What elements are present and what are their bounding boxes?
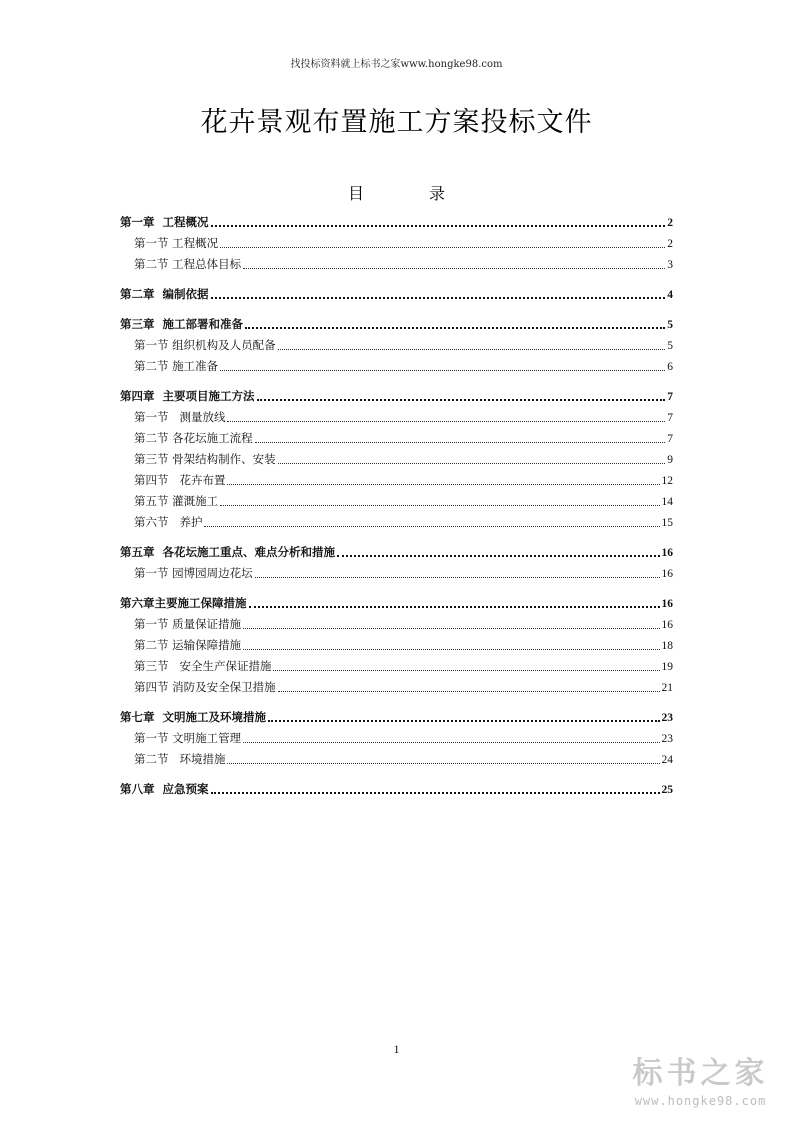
toc-section-entry[interactable]	[120, 356, 673, 377]
toc-entry-page: 15	[661, 517, 673, 529]
toc-dot-leader	[204, 525, 659, 527]
toc-entry-label: 第三节 骨架结构制作、安装	[134, 452, 276, 466]
toc-section-entry[interactable]	[120, 614, 673, 635]
toc-section-entry[interactable]	[120, 728, 673, 749]
toc-dot-leader	[227, 420, 665, 422]
toc-section-entry[interactable]	[120, 233, 673, 254]
toc-entry-page: 5	[667, 340, 673, 352]
toc-entry-page: 7	[667, 391, 673, 403]
toc-entry-page: 4	[667, 289, 673, 301]
toc-entry-page: 25	[661, 784, 673, 796]
toc-section-entry[interactable]	[120, 749, 673, 770]
toc-chapter-entry[interactable]	[120, 314, 673, 335]
toc-entry-page: 9	[667, 454, 673, 466]
toc-section-entry[interactable]	[120, 449, 673, 470]
toc-entry-label: 第一章 工程概况	[120, 215, 209, 229]
toc-entry-label: 第二章 编制依据	[120, 287, 209, 301]
toc-dot-leader	[257, 398, 666, 401]
toc-dot-leader	[278, 348, 666, 350]
toc-heading: 目 录	[347, 184, 476, 203]
toc-chapter-entry[interactable]	[120, 779, 673, 800]
watermark-logo	[618, 1048, 783, 1108]
document-title: 花卉景观布置施工方案投标文件	[200, 107, 593, 138]
logo-url: www.hongke98.com	[634, 1094, 767, 1108]
page-number: 1	[393, 1042, 400, 1056]
toc-entry-label: 第一节 测量放线	[134, 410, 226, 424]
toc-section-entry[interactable]	[120, 407, 673, 428]
toc-entry-label: 第二节 运输保障措施	[134, 638, 242, 652]
toc-dot-leader	[220, 246, 665, 248]
toc-entry-page: 24	[661, 754, 673, 766]
toc-entry-label: 第一节 质量保证措施	[134, 617, 242, 631]
header-note: 找投标资料就上标书之家www.hongke98.com	[290, 59, 503, 70]
toc-entry-label: 第五节 灌溉施工	[134, 494, 219, 508]
toc-entry-page: 5	[667, 319, 673, 331]
toc-dot-leader	[273, 669, 659, 671]
toc-entry-label: 第一节 园博园周边花坛	[134, 566, 253, 580]
toc-section-entry[interactable]	[120, 677, 673, 698]
toc-entry-page: 7	[667, 412, 673, 424]
toc-entry-label: 第二节 环境措施	[134, 752, 226, 766]
toc-dot-leader	[211, 296, 666, 299]
toc-section-entry[interactable]	[120, 470, 673, 491]
toc-section-entry[interactable]	[120, 512, 673, 533]
toc-entry-label: 第三节 安全生产保证措施	[134, 659, 272, 673]
toc-dot-leader	[278, 462, 666, 464]
table-of-contents	[120, 212, 673, 800]
toc-dot-leader	[337, 554, 659, 557]
toc-entry-page: 3	[667, 259, 673, 271]
toc-dot-leader	[278, 690, 660, 692]
toc-entry-label: 第四节 消防及安全保卫措施	[134, 680, 276, 694]
toc-section-entry[interactable]	[120, 635, 673, 656]
toc-entry-page: 16	[661, 568, 673, 580]
toc-entry-page: 23	[661, 712, 673, 724]
toc-dot-leader	[245, 326, 665, 329]
toc-chapter-entry[interactable]	[120, 707, 673, 728]
toc-dot-leader	[220, 504, 659, 506]
toc-chapter-entry[interactable]	[120, 212, 673, 233]
toc-section-entry[interactable]	[120, 491, 673, 512]
toc-entry-label: 第二节 工程总体目标	[134, 257, 242, 271]
toc-dot-leader	[255, 576, 660, 578]
toc-dot-leader	[243, 648, 659, 650]
logo-text: 标书之家	[632, 1056, 769, 1091]
toc-entry-page: 14	[661, 496, 673, 508]
toc-entry-page: 19	[661, 661, 673, 673]
toc-entry-label: 第五章 各花坛施工重点、难点分析和措施	[120, 545, 336, 559]
toc-entry-label: 第八章 应急预案	[120, 782, 209, 796]
toc-entry-page: 23	[661, 733, 673, 745]
toc-entry-label: 第一节 工程概况	[134, 236, 219, 250]
toc-entry-page: 7	[667, 433, 673, 445]
toc-entry-label: 第二节 各花坛施工流程	[134, 431, 253, 445]
toc-dot-leader	[268, 719, 659, 722]
toc-entry-page: 16	[661, 619, 673, 631]
toc-entry-label: 第二节 施工准备	[134, 359, 219, 373]
toc-entry-label: 第六节 养护	[134, 515, 203, 529]
toc-section-entry[interactable]	[120, 254, 673, 275]
toc-entry-label: 第七章 文明施工及环境措施	[120, 710, 267, 724]
toc-chapter-entry[interactable]	[120, 593, 673, 614]
toc-entry-page: 16	[661, 598, 673, 610]
toc-dot-leader	[211, 791, 660, 794]
toc-dot-leader	[227, 483, 659, 485]
toc-entry-label: 第四节 花卉布置	[134, 473, 226, 487]
toc-section-entry[interactable]	[120, 428, 673, 449]
toc-section-entry[interactable]	[120, 563, 673, 584]
toc-entry-label: 第三章 施工部署和准备	[120, 317, 244, 331]
toc-section-entry[interactable]	[120, 656, 673, 677]
toc-entry-label: 第一节 文明施工管理	[134, 731, 242, 745]
toc-entry-page: 2	[667, 217, 673, 229]
toc-chapter-entry[interactable]	[120, 386, 673, 407]
toc-entry-page: 21	[661, 682, 673, 694]
toc-chapter-entry[interactable]	[120, 284, 673, 305]
toc-entry-label: 第一节 组织机构及人员配备	[134, 338, 276, 352]
toc-dot-leader	[227, 762, 659, 764]
toc-dot-leader	[255, 441, 666, 443]
toc-entry-label: 第四章 主要项目施工方法	[120, 389, 255, 403]
toc-entry-page: 2	[667, 238, 673, 250]
toc-entry-page: 16	[661, 547, 673, 559]
toc-entry-page: 12	[661, 475, 673, 487]
toc-dot-leader	[249, 605, 660, 608]
toc-dot-leader	[243, 741, 659, 743]
toc-dot-leader	[243, 627, 659, 629]
toc-chapter-entry[interactable]	[120, 542, 673, 563]
toc-dot-leader	[243, 267, 665, 269]
toc-entry-page: 6	[667, 361, 673, 373]
toc-section-entry[interactable]	[120, 335, 673, 356]
toc-entry-label: 第六章主要施工保障措施	[120, 596, 247, 610]
toc-dot-leader	[211, 224, 666, 227]
toc-dot-leader	[220, 369, 665, 371]
toc-entry-page: 18	[661, 640, 673, 652]
